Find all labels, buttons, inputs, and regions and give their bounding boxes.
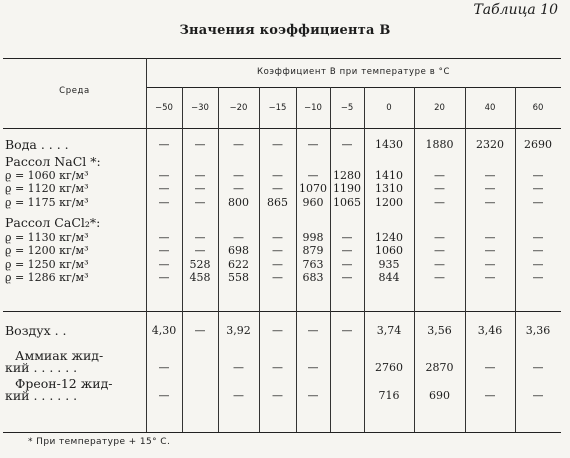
table-cell: — xyxy=(272,138,283,151)
table-cell: — xyxy=(532,244,544,257)
table-cell: — xyxy=(158,169,170,182)
table-cell: 1430 xyxy=(375,138,403,151)
table-number: Таблица 10 xyxy=(473,2,558,18)
table-cell: 2760 xyxy=(375,361,403,374)
table-cell: — xyxy=(194,196,206,209)
temperature-header: −15 xyxy=(268,103,287,113)
row-label: Рассол CaCl₂*: xyxy=(5,215,101,230)
temperature-header: −30 xyxy=(191,103,209,113)
table-cell: 1880 xyxy=(425,138,454,151)
table-cell: — xyxy=(194,244,206,257)
table-cell: 558 xyxy=(228,271,249,284)
table-cell: — xyxy=(158,138,170,151)
row-label: кий . . . . . . xyxy=(5,388,78,403)
table-cell: 1065 xyxy=(333,196,361,209)
subheader-rule xyxy=(146,87,561,88)
table-cell: — xyxy=(272,231,283,244)
column-rule xyxy=(364,87,365,432)
table-cell: — xyxy=(194,231,206,244)
temperature-header: −5 xyxy=(340,103,354,113)
table-cell: — xyxy=(272,182,283,195)
table-cell: — xyxy=(158,258,170,271)
table-cell: 2320 xyxy=(476,138,504,151)
table-cell: — xyxy=(484,258,496,271)
table-cell: — xyxy=(341,138,353,151)
table-title: Значения коэффициента В xyxy=(179,23,391,38)
table-cell: — xyxy=(194,169,206,182)
table-cell: — xyxy=(233,182,244,195)
table-cell: — xyxy=(341,271,353,284)
column-rule xyxy=(515,87,516,432)
table-cell: 800 xyxy=(228,196,249,209)
table-cell: — xyxy=(194,324,206,337)
table-cell: 998 xyxy=(302,231,324,244)
table-cell: — xyxy=(484,389,496,402)
table-cell: — xyxy=(272,271,283,284)
table-cell: 865 xyxy=(267,196,288,209)
table-cell: 3,74 xyxy=(376,324,402,337)
column-rule xyxy=(414,87,415,432)
table-cell: — xyxy=(341,231,353,244)
temperature-header: 60 xyxy=(532,103,544,113)
table-cell: 1240 xyxy=(375,231,403,244)
table-cell: 763 xyxy=(302,258,324,271)
table-cell: — xyxy=(194,138,206,151)
table-cell: — xyxy=(434,169,445,182)
table-cell: 960 xyxy=(302,196,324,209)
table-cell: — xyxy=(484,196,496,209)
table-cell: — xyxy=(158,389,170,402)
table-cell: — xyxy=(341,244,353,257)
table-cell: — xyxy=(484,271,496,284)
table-cell: — xyxy=(307,169,319,182)
table-cell: 4,30 xyxy=(151,324,177,337)
table-cell: — xyxy=(272,389,283,402)
table-cell: 1410 xyxy=(375,169,403,182)
temperature-header: 40 xyxy=(484,103,496,113)
table-cell: 528 xyxy=(189,258,211,271)
table-cell: — xyxy=(307,389,319,402)
table-cell: — xyxy=(484,361,496,374)
row-label: Аммиак жид- xyxy=(15,348,104,363)
table-cell: 1070 xyxy=(299,182,327,195)
table-cell: 690 xyxy=(429,389,450,402)
row-label: Фреон-12 жид- xyxy=(15,376,113,391)
column-rule xyxy=(182,87,183,432)
table-cell: — xyxy=(532,231,544,244)
table-cell: — xyxy=(233,389,244,402)
table-cell: — xyxy=(158,271,170,284)
table-cell: — xyxy=(272,244,283,257)
table-cell: 458 xyxy=(189,271,211,284)
bottom-rule xyxy=(3,432,561,433)
column-rule xyxy=(330,87,331,432)
table-cell: — xyxy=(158,196,170,209)
column-rule xyxy=(218,87,219,432)
table-cell: — xyxy=(484,244,496,257)
table-cell: — xyxy=(158,361,170,374)
row-label: Вода . . . . xyxy=(5,137,69,152)
table-cell: 716 xyxy=(378,389,400,402)
table-cell: — xyxy=(484,169,496,182)
table-cell: — xyxy=(434,271,445,284)
row-label: Рассол NaCl *: xyxy=(5,154,101,169)
table-cell: 935 xyxy=(378,258,400,271)
table-cell: 683 xyxy=(302,271,324,284)
medium-column-rule xyxy=(146,58,147,432)
table-cell: — xyxy=(532,389,544,402)
header-rule xyxy=(3,128,561,129)
table-cell: — xyxy=(194,182,206,195)
table-cell: — xyxy=(484,231,496,244)
table-cell: — xyxy=(434,196,445,209)
table-cell: — xyxy=(272,169,283,182)
table-cell: — xyxy=(307,138,319,151)
row-label: ϱ = 1130 кг/м³ xyxy=(5,231,89,244)
table-cell: 1060 xyxy=(375,244,403,257)
table-cell: 622 xyxy=(228,258,249,271)
table-cell: 879 xyxy=(302,244,324,257)
table-cell: — xyxy=(233,169,244,182)
table-cell: 3,36 xyxy=(525,324,551,337)
table-cell: — xyxy=(233,231,244,244)
row-label: Воздух . . xyxy=(5,323,67,338)
table-cell: — xyxy=(532,361,544,374)
row-label: ϱ = 1200 кг/м³ xyxy=(5,244,89,257)
table-cell: — xyxy=(158,244,170,257)
table-cell: — xyxy=(532,196,544,209)
table-cell: 3,92 xyxy=(226,324,251,337)
section-rule xyxy=(3,311,561,312)
table-cell: 3,56 xyxy=(427,324,452,337)
temperature-header: −20 xyxy=(229,103,248,113)
table-cell: — xyxy=(532,169,544,182)
table-cell: — xyxy=(532,258,544,271)
table-cell: — xyxy=(532,182,544,195)
table-cell: — xyxy=(434,258,445,271)
table-cell: 1200 xyxy=(375,196,403,209)
table-cell: — xyxy=(484,182,496,195)
temperature-header: −10 xyxy=(304,103,322,113)
table-cell: — xyxy=(434,244,445,257)
row-label: ϱ = 1175 кг/м³ xyxy=(5,196,89,209)
table-cell: 2690 xyxy=(524,138,552,151)
column-rule xyxy=(259,87,260,432)
row-label: ϱ = 1120 кг/м³ xyxy=(5,182,89,195)
table-cell: 1280 xyxy=(333,169,361,182)
coefficient-header: Коэффициент В при температуре в °C xyxy=(256,67,450,77)
table-cell: — xyxy=(158,182,170,195)
column-rule xyxy=(465,87,466,432)
temperature-header: 0 xyxy=(386,103,392,113)
footnote: * При температуре + 15° С. xyxy=(28,437,171,447)
table-cell: 2870 xyxy=(425,361,454,374)
table-cell: — xyxy=(307,324,319,337)
temperature-header: 20 xyxy=(434,103,445,113)
table-cell: — xyxy=(434,231,445,244)
temperature-header: −50 xyxy=(155,103,173,113)
row-label: ϱ = 1060 кг/м³ xyxy=(5,169,89,182)
table-cell: — xyxy=(272,258,283,271)
table-cell: 844 xyxy=(378,271,400,284)
medium-header: Среда xyxy=(59,86,90,96)
table-cell: — xyxy=(532,271,544,284)
table-cell: — xyxy=(272,324,283,337)
table-cell: — xyxy=(272,361,283,374)
top-rule xyxy=(3,58,561,59)
table-cell: 1310 xyxy=(375,182,403,195)
table-cell: — xyxy=(233,361,244,374)
data-table xyxy=(3,58,561,433)
row-label: кий . . . . . . xyxy=(5,360,78,375)
table-cell: — xyxy=(434,182,445,195)
table-cell: — xyxy=(341,324,353,337)
table-cell: — xyxy=(233,138,244,151)
table-cell: 698 xyxy=(228,244,249,257)
table-cell: 1190 xyxy=(333,182,361,195)
column-rule xyxy=(296,87,297,432)
row-label: ϱ = 1286 кг/м³ xyxy=(5,271,89,284)
table-cell: — xyxy=(341,258,353,271)
row-label: ϱ = 1250 кг/м³ xyxy=(5,258,89,271)
table-cell: — xyxy=(307,361,319,374)
table-cell: — xyxy=(158,231,170,244)
table-cell: 3,46 xyxy=(477,324,503,337)
